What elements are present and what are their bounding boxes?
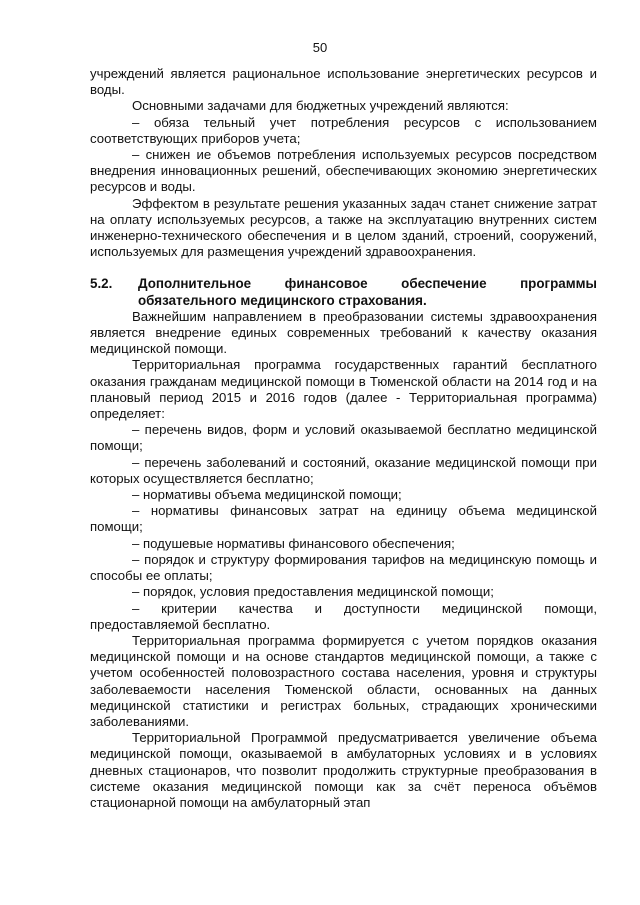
paragraph: Территориальная программа государственных гарантий бесплатного оказания гражданам медицинской помощи в Тюменской области на 2014 год и на плановый период 2015 и 2016 годов (далее - Территориальная программа) определяет: — [90, 357, 597, 422]
list-item: – снижен ие объемов потребления используемых ресурсов посредством внедрения инновационных решений, обеспечивающих экономию энергетических ресурсов и воды. — [90, 147, 597, 195]
paragraphs-after-section — [90, 309, 597, 811]
list-item: – перечень заболеваний и состояний, оказание медицинской помощи при которых осуществляется бесплатно; — [90, 454, 597, 486]
paragraph: Важнейшим направлением в преобразовании системы здравоохранения является внедрение единых современных требований к качеству оказания медицинской помощи. — [90, 308, 597, 357]
page-number: 50 — [312, 40, 328, 55]
list-item: – подушевые нормативы финансового обеспечения; — [132, 535, 455, 551]
section-title: Дополнительное финансовое обеспечение программы обязательного медицинского страхования. — [138, 276, 597, 308]
body-text — [90, 66, 597, 811]
list-item: – обяза тельный учет потребления ресурсов с использованием соответствующих приборов учета; — [90, 114, 597, 146]
paragraphs-before-section — [90, 66, 597, 260]
paragraph: Основными задачами для бюджетных учреждений являются: — [132, 98, 509, 114]
list-item: – порядок, условия предоставления медицинской помощи; — [132, 584, 494, 600]
paragraph: Эффектом в результате решения указанных задач станет снижение затрат на оплату используемых ресурсов, а также на эксплуатацию внутренних систем инженерно-технического обеспечения и в целом зданий, строений, сооружений, используемых для размещения учреждений здравоохранения. — [90, 195, 597, 260]
list-item: – нормативы финансовых затрат на единицу объема медицинской помощи; — [90, 503, 597, 535]
paragraph: учреждений является рациональное использование энергетических ресурсов и воды. — [90, 66, 597, 98]
list-item: – перечень видов, форм и условий оказываемой бесплатно медицинской помощи; — [90, 422, 597, 454]
section-number: 5.2. — [90, 276, 113, 292]
list-item: – порядок и структуру формирования тарифов на медицинскую помощь и способы ее оплаты; — [90, 551, 597, 584]
list-item: – критерии качества и доступности медицинской помощи, предоставляемой бесплатно. — [90, 600, 597, 632]
paragraph: Территориальная программа формируется с учетом порядков оказания медицинской помощи и на основе стандартов медицинской помощи, а также с учетом особенностей половозрастного состава населения, уровня и структуры заболеваемости населения Тюменской области, основанных на данных медицинской статистики и регистрах больных, страдающих хроническими заболеваниями. — [90, 632, 597, 729]
paragraph: Территориальной Программой предусматривается увеличение объема медицинской помощи, оказываемой в амбулаторных условиях и в условиях дневных стационаров, что позволит продолжить структурные преобразования в системе оказания медицинской помощи как за счёт переноса объёмов стационарной помощи на амбулаторный этап — [90, 730, 597, 810]
section-heading — [90, 276, 597, 308]
list-item: – нормативы объема медицинской помощи; — [132, 487, 402, 503]
